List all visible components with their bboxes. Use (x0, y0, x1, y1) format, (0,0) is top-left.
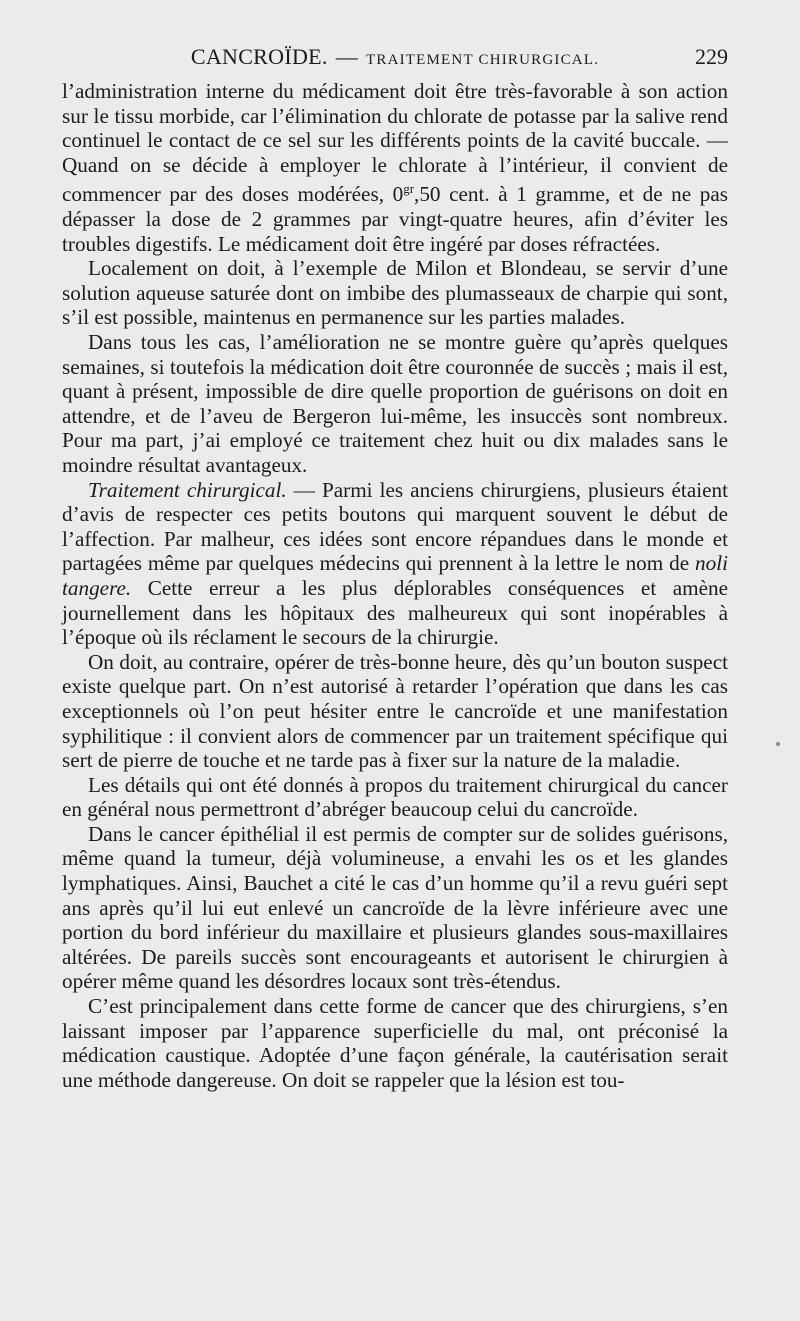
running-header (62, 44, 728, 74)
text-segment: Dans le cancer épithélial il est permis de compter sur de solides guérisons, même quand la tumeur, déjà volumineuse, a envahi les os et les glandes lymphatiques. Ainsi, Bauchet a cité le cas d’un homme qu’il a revu guéri sept ans après qu’il lui eut enlevé un cancroïde de la lèvre inférieure avec une portion du bord inférieur du maxillaire et plusieurs glandes sous-maxillaires altérées. De pareils succès sont encourageants et autorisent le chirurgien à opérer même quand les désordres locaux sont très-étendus. (62, 821, 728, 994)
running-title (62, 44, 728, 70)
text-segment: Dans tous les cas, l’amélioration ne se montre guère qu’après quelques semaines, si toutefois la médication doit être couronnée de succès ; mais il est, quant à présent, impossible de dire quelle proportion de guérisons on doit en attendre, et de l’aveu de Bergeron lui-même, les insuccès sont nombreux. Pour ma part, j’ai employé ce traitement chez huit ou dix malades sans le moindre résultat avantageux. (62, 330, 728, 477)
text-segment: On doit, au contraire, opérer de très-bonne heure, dès qu’un bouton suspect existe quelque part. On n’est autorisé à retarder l’opération que dans les cas exceptionnels où l’on peut hésiter entre le cancroïde et une manifestation syphilitique : il convient alors de commencer par un traitement spécifique qui sert de pierre de touche et ne tarde pas à fixer sur la nature de la maladie. (62, 649, 728, 773)
running-title-main: CANCROÏDE. (190, 44, 328, 69)
paragraph-p8 (62, 994, 728, 1092)
paragraph-p6 (62, 773, 728, 822)
margin-speck (776, 742, 780, 746)
paragraph-p4 (62, 478, 728, 650)
running-title-sub: TRAITEMENT CHIRURGICAL. (366, 52, 600, 68)
page-number: 229 (695, 44, 728, 69)
paragraph-p2 (62, 256, 728, 330)
text-segment: Cette erreur a les plus déplorables conséquences et amène journellement dans les hôpitaux des malheureux qui sont inopérables à l’époque où ils réclament le secours de la chirurgie. (62, 575, 728, 650)
text-segment: l’administration interne du médicament doit être très-favorable à son action sur le tissu morbide, car l’élimination du chlorate de potasse par la salive rend continuel le contact de ce sel sur les différents points de la cavité buccale. — Quand on se décide à employer le chlorate à l’intérieur, il convient de commencer par des doses modérées, $0^{gr},50$ cent. à 1 gramme, et de ne pas dépasser la dose de 2 grammes par vingt-quatre heures, afin d’éviter les troubles digestifs. Le médicament doit être ingéré par doses réfractées. (62, 79, 728, 256)
italic-segment: Traitement chirurgical. (88, 477, 287, 502)
paragraph-p7 (62, 822, 728, 994)
unit-superscript: gr (403, 181, 415, 197)
running-title-dash: — (335, 44, 358, 69)
paragraph-p1 (62, 79, 728, 256)
paragraph-p5 (62, 650, 728, 773)
body-text (62, 79, 728, 1092)
text-segment: C’est principalement dans cette forme de cancer que des chirurgiens, s’en laissant imposer par l’apparence superficielle du mal, ont préconisé la médication caustique. Adoptée d’une façon générale, la cautérisation serait une méthode dangereuse. On doit se rappeler que la lésion est tou- (62, 994, 728, 1092)
text-segment: Localement on doit, à l’exemple de Milon et Blondeau, se servir d’une solution aqueuse saturée dont on imbibe des plumasseaux de charpie qui sont, s’il est possible, maintenus en permanence sur les parties malades. (62, 256, 728, 330)
paragraph-p3 (62, 330, 728, 478)
text-segment: Les détails qui ont été donnés à propos du traitement chirurgical du cancer en général nous permettront d’abréger beaucoup celui du cancroïde. (62, 772, 728, 822)
text-segment: — Parmi les anciens chirurgiens, plusieurs étaient d’avis de respecter ces petits boutons qui marquent souvent le début de l’affection. Par malheur, ces idées sont encore répandues dans le monde et partagées même par quelques médecins qui prennent à la lettre le nom de (62, 477, 728, 576)
italic-segment: noli tangere. (62, 551, 728, 600)
